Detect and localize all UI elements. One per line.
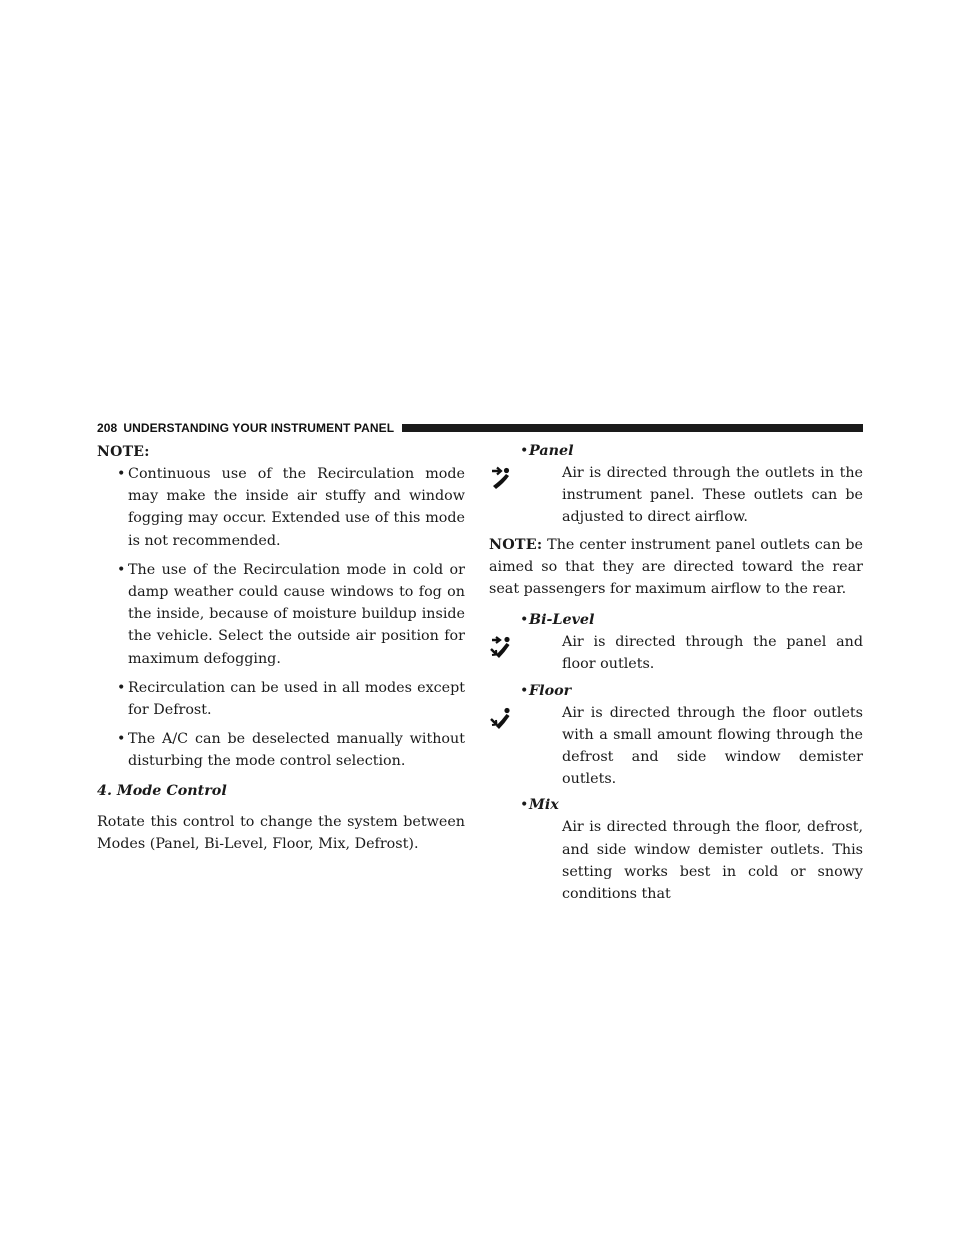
page-number: 208 [97,421,118,435]
header-rule [402,424,863,432]
mode-label-floor: • Floor [489,681,863,702]
note-bullet-4: • The A/C can be deselected manually without disturbing the mode control selection. [97,728,465,772]
note-bullet-3: • Recirculation can be used in all modes except for Defrost. [97,677,465,721]
page-header [97,420,863,436]
mode-desc-floor: Air is directed through the floor outlets with a small amount flowing through the defrost and side window demister outlets. [562,704,863,788]
center-outlets-note [489,534,863,601]
mode-label-mix: • Mix [489,795,863,816]
right-column [489,441,863,910]
mode-label-bi-level: • Bi-Level [489,610,863,631]
note-label: NOTE: [97,444,150,460]
section-heading: 4. Mode Control [97,782,227,799]
section-body: Rotate this control to change the system between Modes (Panel, Bi-Level, Floor, Mix, Defrost). [97,813,465,852]
note-bullet-1: • Continuous use of the Recirculation mode may make the inside air stuffy and window fogging may occur. Extended use of this mode is not recommended. [97,463,465,552]
mode-mix [489,795,863,905]
left-column [97,441,465,855]
mode-floor [489,681,863,791]
mode-desc-panel: Air is directed through the outlets in the instrument panel. These outlets can be adjusted to direct airflow. [562,465,863,526]
floor-mode-icon [489,705,515,731]
bi-level-mode-icon [489,634,515,660]
panel-mode-icon [489,465,515,491]
mode-desc-mix: Air is directed through the floor, defrost, and side window demister outlets. This setting works best in cold or snowy conditions that [562,819,863,903]
mode-desc-bi-level: Air is directed through the panel and floor outlets. [562,634,863,673]
mode-bi-level [489,610,863,675]
section-title: UNDERSTANDING YOUR INSTRUMENT PANEL [123,421,395,435]
mode-panel [489,441,863,529]
note-bullet-2: • The use of the Recirculation mode in cold or damp weather could cause windows to fog on the inside, because of moisture buildup inside the vehicle. Select the outside air position for maximum defogging. [97,559,465,670]
mode-label-panel: • Panel [489,441,863,462]
center-outlets-note-text: The center instrument panel outlets can be aimed so that they are directed toward the rear seat passengers for maximum airflow to the rear. [489,536,863,598]
center-outlets-note-label: NOTE: [489,536,543,553]
